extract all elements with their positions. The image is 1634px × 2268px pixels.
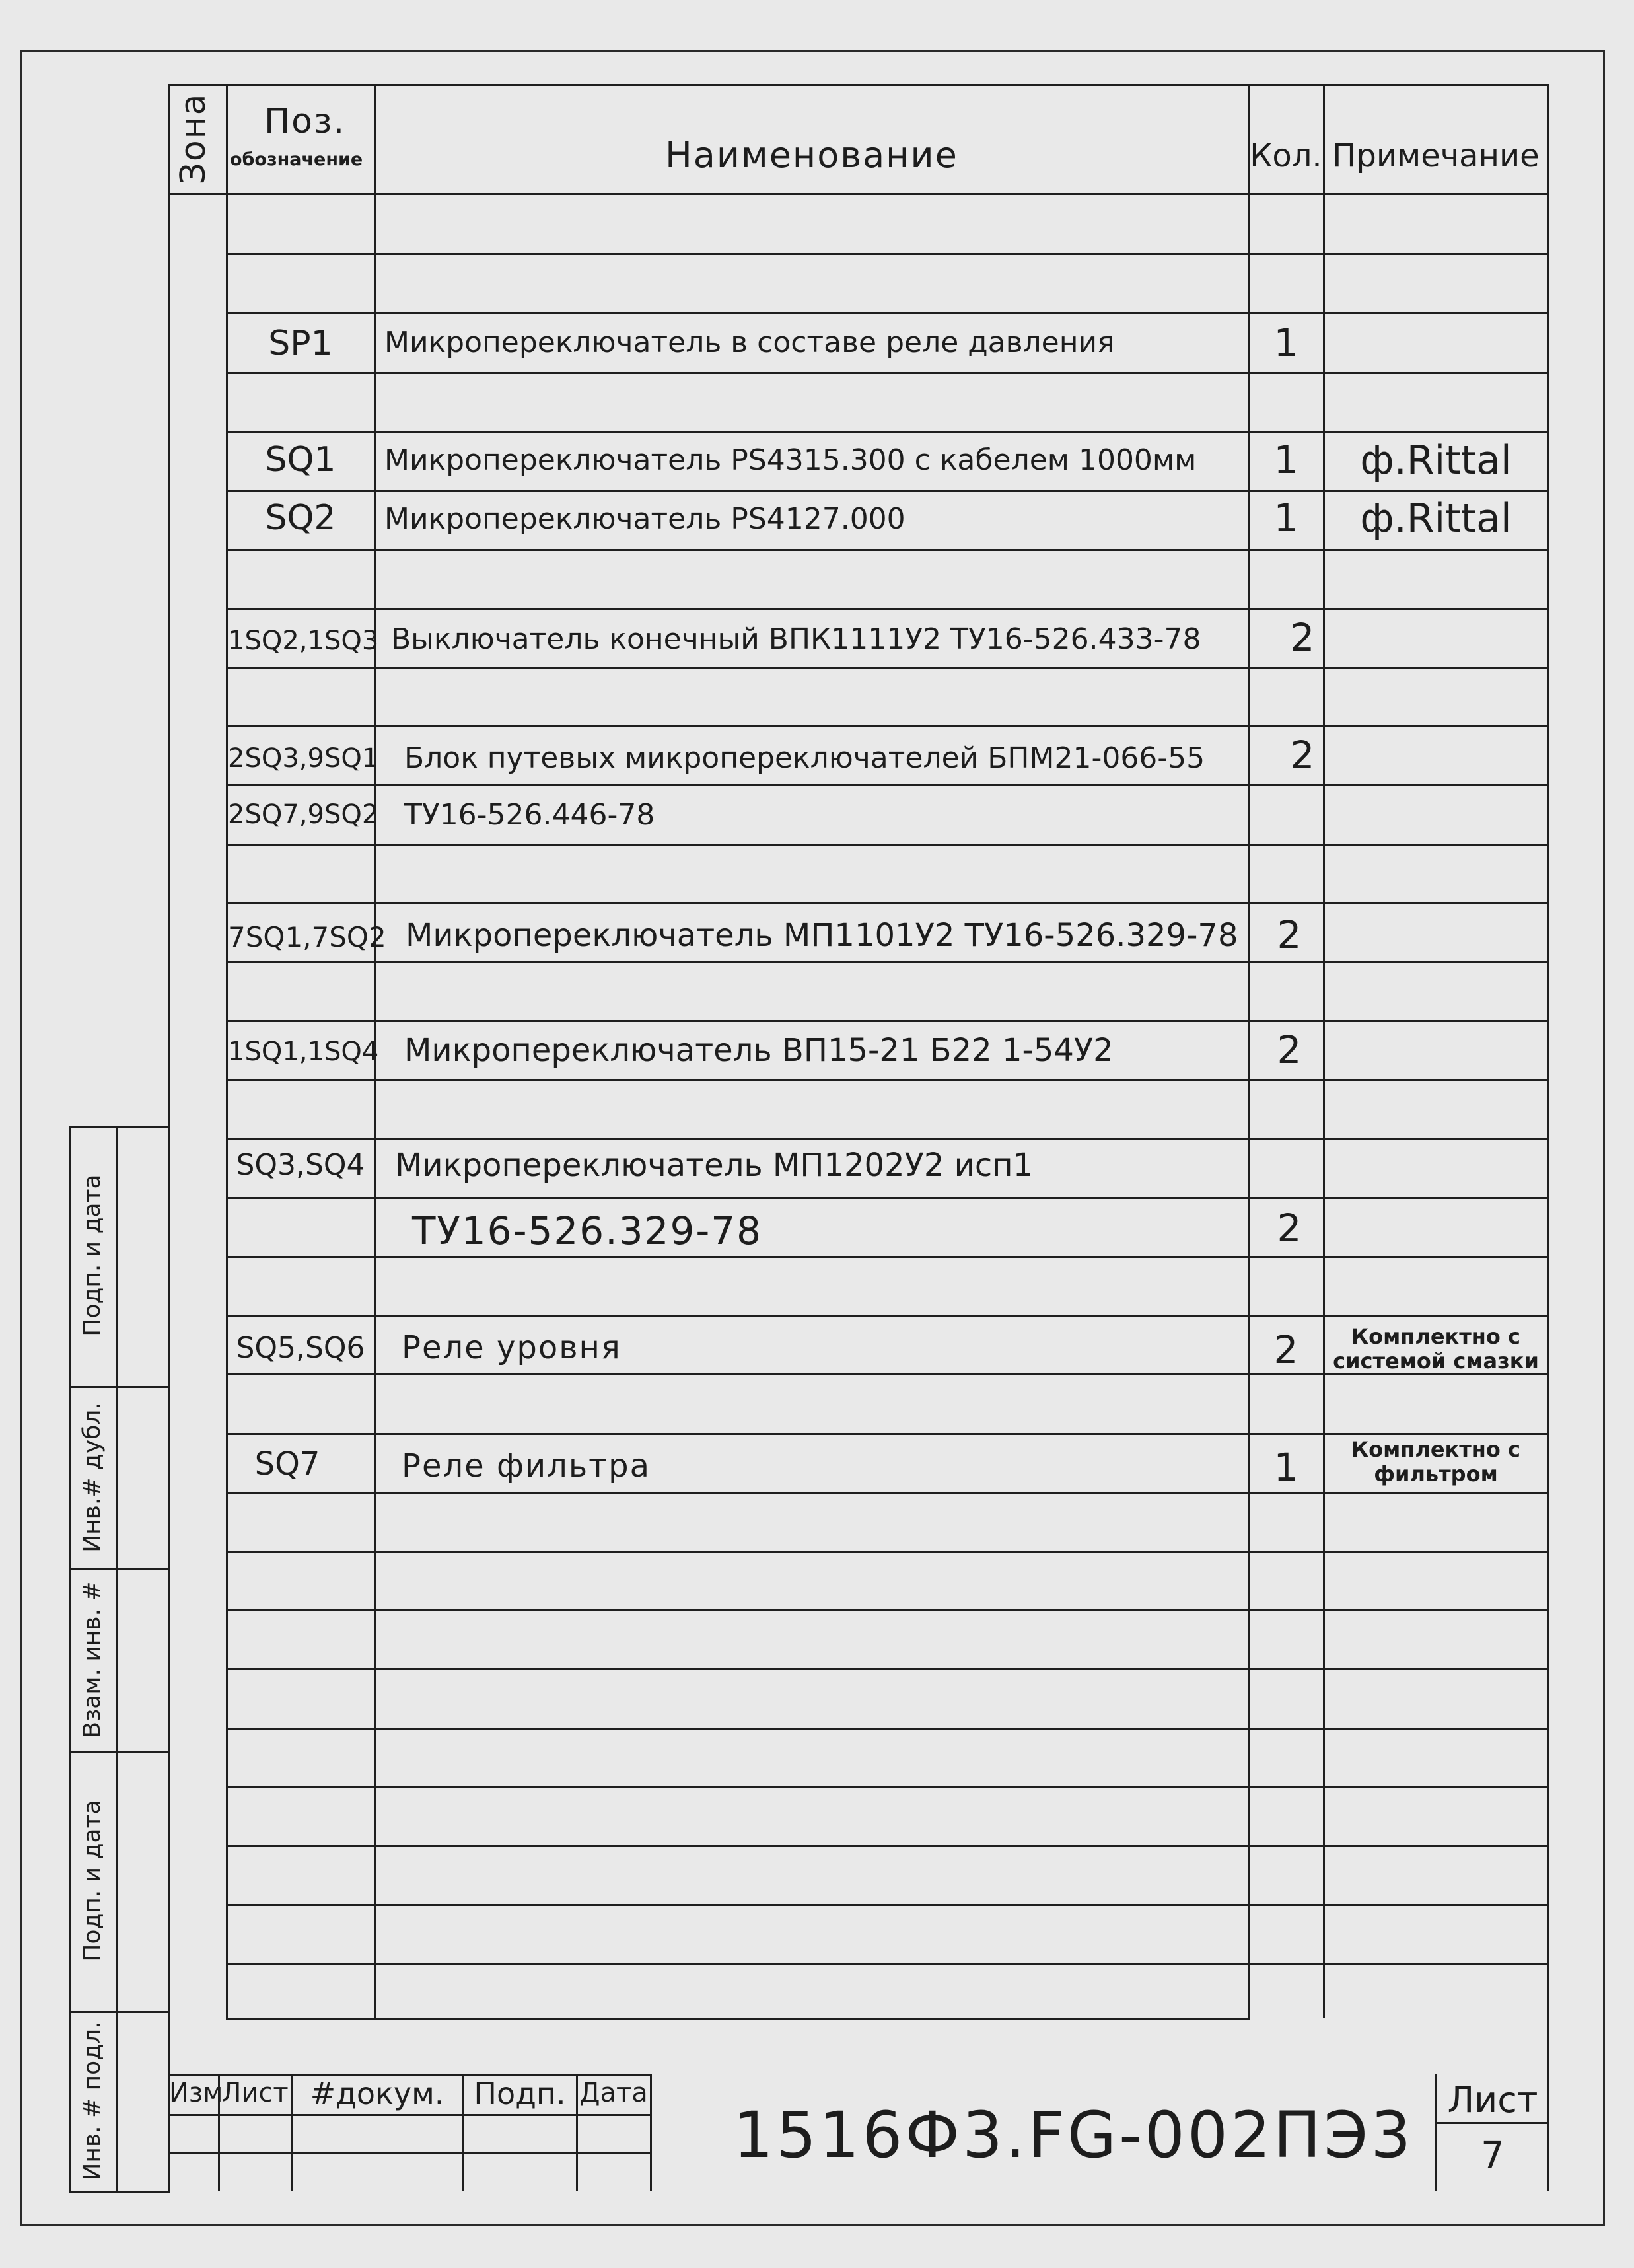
title-sheet-label: Лист xyxy=(1447,2079,1538,2121)
title-sign: Подп. xyxy=(474,2076,566,2111)
title-list: Лист xyxy=(221,2078,289,2108)
row-qty: 2 xyxy=(1277,1027,1302,1072)
row-line xyxy=(226,1197,1549,1199)
row-line xyxy=(226,1020,1549,1022)
row-line xyxy=(226,1256,1549,1258)
side-label-sig-date: Подп. и дата xyxy=(79,1174,106,1336)
title-block-line xyxy=(1435,2122,1549,2124)
side-block-left-border xyxy=(69,1126,71,2191)
row-note: ф.Rittal xyxy=(1360,495,1512,542)
title-block-divider xyxy=(650,2074,652,2191)
header-qty: Кол. xyxy=(1250,137,1322,174)
row-name: Микропереключатель PS4127.000 xyxy=(384,502,906,536)
row-line xyxy=(226,784,1549,786)
title-sheet-number: 7 xyxy=(1481,2135,1505,2177)
row-line xyxy=(226,1433,1549,1435)
row-qty: 2 xyxy=(1277,912,1302,957)
table-bottom-line xyxy=(226,2018,1250,2020)
row-line xyxy=(226,667,1549,669)
row-note: ф.Rittal xyxy=(1360,437,1512,484)
row-pos: 7SQ1,7SQ2 xyxy=(228,921,386,953)
header-zone: Зона xyxy=(174,92,213,185)
row-pos: 1SQ1,1SQ4 xyxy=(228,1037,379,1067)
side-block-line xyxy=(69,2011,170,2013)
row-qty: 2 xyxy=(1277,1206,1302,1251)
row-line xyxy=(226,1492,1549,1494)
side-block-line xyxy=(69,2191,170,2193)
row-line xyxy=(226,1609,1549,1611)
row-name: Микропереключатель МП1202У2 исп1 xyxy=(395,1147,1034,1184)
row-line xyxy=(226,844,1549,846)
row-qty: 2 xyxy=(1290,615,1315,660)
row-line xyxy=(226,1786,1549,1788)
header-note: Примечание xyxy=(1332,137,1540,174)
row-line xyxy=(226,1963,1549,1965)
side-label-sig-date: Подп. и дата xyxy=(79,1800,106,1962)
row-line xyxy=(226,1315,1549,1317)
side-block-divider xyxy=(116,1126,118,2191)
row-line xyxy=(226,961,1549,963)
side-block-line xyxy=(69,1386,170,1388)
table-left-border xyxy=(168,84,170,2191)
row-name: Реле уровня xyxy=(402,1329,622,1366)
side-block-line xyxy=(69,1126,170,1128)
row-name: ТУ16-526.446-78 xyxy=(404,798,655,832)
title-izm: Изм xyxy=(169,2078,223,2108)
row-qty: 1 xyxy=(1273,495,1298,540)
row-name: Реле фильтра xyxy=(402,1447,651,1484)
table-right-border xyxy=(1547,84,1549,2191)
side-label-inv-podl: Инв. # подл. xyxy=(79,2021,106,2181)
side-label-inv-dubl: Инв.# дубл. xyxy=(79,1402,106,1553)
table-top-border xyxy=(168,84,1549,86)
header-pos: Поз. xyxy=(264,102,346,141)
header-pos-sub: обозначение xyxy=(230,149,363,170)
row-name: ТУ16-526.329-78 xyxy=(412,1208,763,1253)
header-name: Наименование xyxy=(665,134,958,176)
row-line xyxy=(226,253,1549,255)
row-pos: 1SQ2,1SQ3 xyxy=(228,626,379,656)
row-pos: 2SQ3,9SQ1 xyxy=(228,743,379,774)
row-qty: 2 xyxy=(1273,1327,1298,1372)
row-name: Микропереключатель в составе реле давления xyxy=(384,326,1115,359)
row-note: Комплектно с фильтром xyxy=(1351,1437,1520,1486)
row-qty: 1 xyxy=(1273,320,1298,365)
row-line xyxy=(226,431,1549,433)
title-doc-no: #докум. xyxy=(310,2076,444,2111)
row-pos: 2SQ7,9SQ2 xyxy=(228,799,379,830)
row-line xyxy=(226,1373,1549,1375)
row-line xyxy=(226,1079,1549,1081)
row-pos: SQ3,SQ4 xyxy=(236,1148,365,1182)
row-line xyxy=(226,372,1549,374)
side-block-line xyxy=(69,1751,170,1753)
row-line xyxy=(226,312,1549,314)
row-line xyxy=(226,902,1549,904)
side-label-vzam-inv: Взам. инв. # xyxy=(79,1581,106,1738)
header-bottom-line xyxy=(168,193,1549,195)
row-pos: SQ1 xyxy=(265,440,336,480)
row-pos: SP1 xyxy=(268,324,333,363)
row-line xyxy=(226,608,1549,610)
row-line xyxy=(226,1904,1549,1906)
row-name: Микропереключатель ВП15-21 Б22 1-54У2 xyxy=(404,1032,1114,1069)
row-pos: SQ7 xyxy=(254,1445,320,1482)
row-line xyxy=(226,1845,1549,1847)
row-note: Комплектно с системой смазки xyxy=(1333,1324,1539,1373)
row-name: Блок путевых микропереключателей БПМ21-066-55 xyxy=(404,741,1205,775)
row-name: Микропереключатель PS4315.300 с кабелем 1000мм xyxy=(384,443,1197,477)
side-block-line xyxy=(69,1568,170,1570)
row-line xyxy=(226,725,1549,727)
title-date: Дата xyxy=(579,2078,648,2108)
row-qty: 2 xyxy=(1290,733,1315,778)
row-pos: SQ2 xyxy=(265,498,336,538)
row-line xyxy=(226,1551,1549,1553)
row-name: Выключатель конечный ВПК1111У2 ТУ16-526.433-78 xyxy=(391,622,1201,656)
document-designation: 1516Ф3.FG-002ПЭ3 xyxy=(733,2098,1414,2172)
row-qty: 1 xyxy=(1273,1445,1298,1490)
row-pos: SQ5,SQ6 xyxy=(236,1331,365,1365)
row-line xyxy=(226,1728,1549,1730)
row-line xyxy=(226,490,1549,492)
row-line xyxy=(226,549,1549,551)
row-line xyxy=(226,1668,1549,1670)
row-name: Микропереключатель МП1101У2 ТУ16-526.329-78 xyxy=(406,917,1238,954)
row-qty: 1 xyxy=(1273,437,1298,482)
row-line xyxy=(226,1138,1549,1140)
